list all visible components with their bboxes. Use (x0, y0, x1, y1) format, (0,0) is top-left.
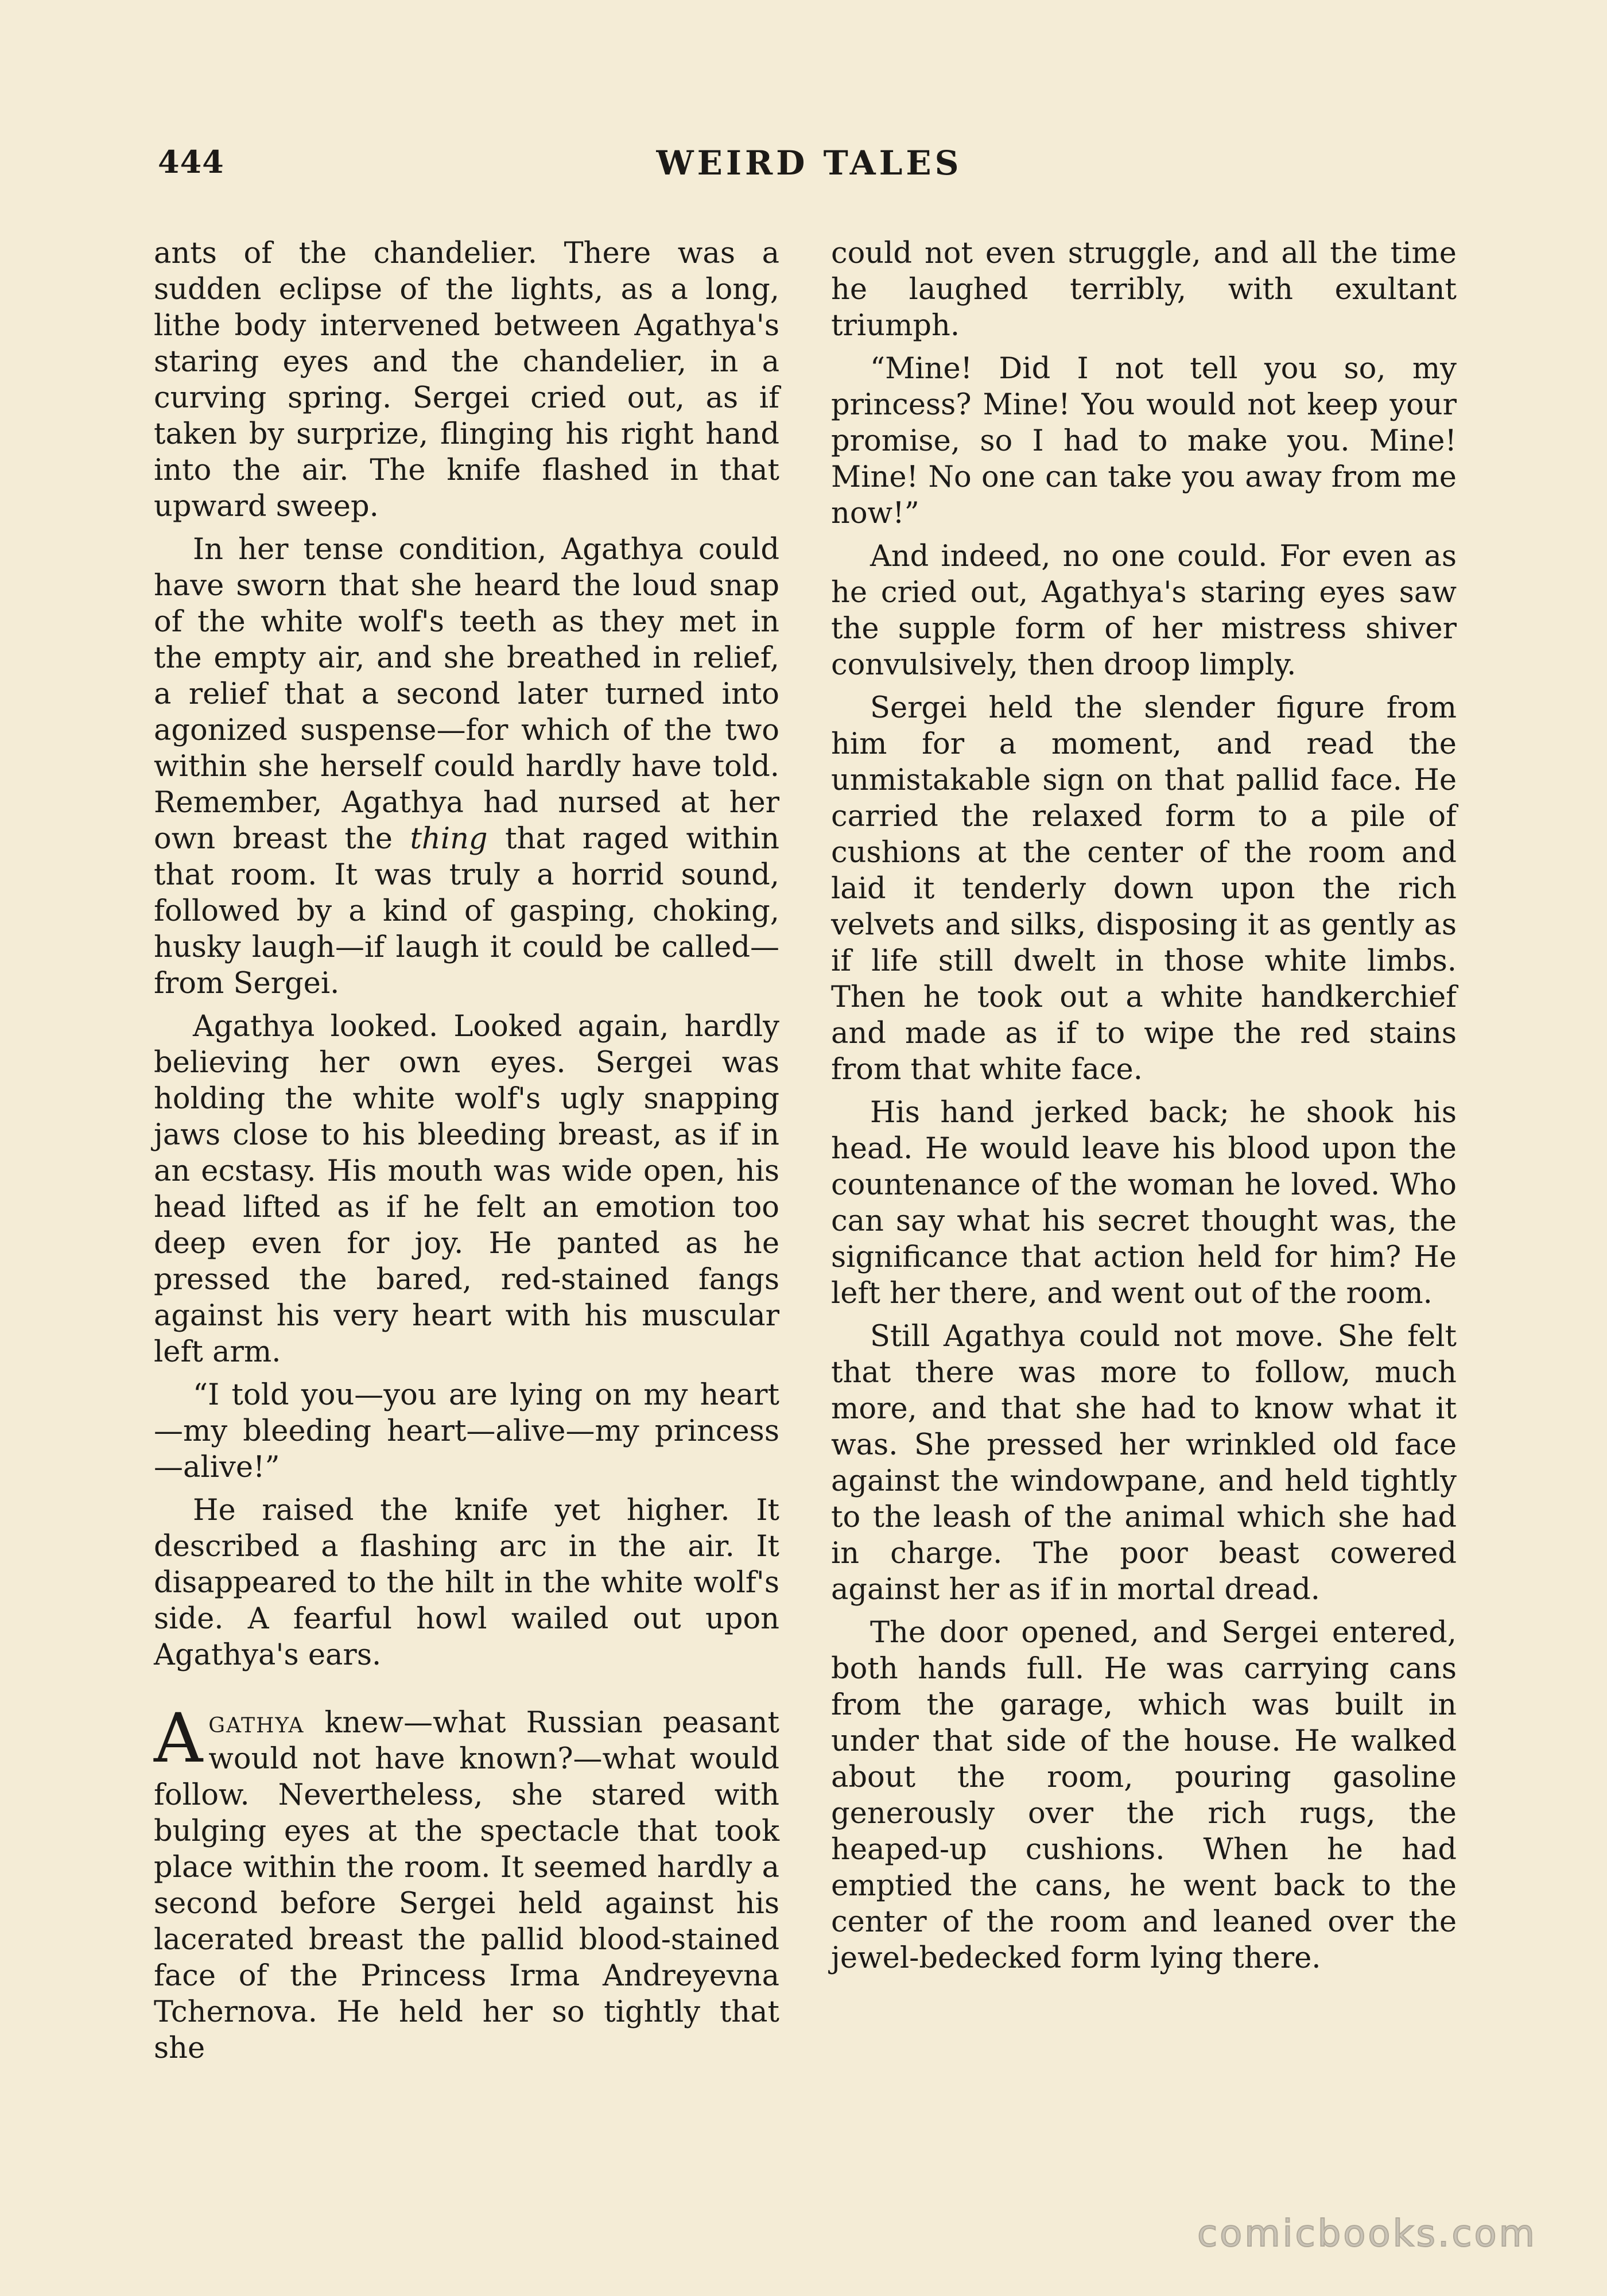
paragraph-text: that raged within that room. It was truly a horrid sound, followed by a kind of gasping, choking, husky laugh—if laugh it could be called—from Sergei. (154, 822, 779, 1000)
page-number: 444 (158, 144, 224, 180)
paragraph: ants of the chandelier. There was a sudden eclipse of the lights, as a long, lithe body intervened between Agathya's staring eyes and the chandelier, in a curving spring. Sergei cried out, as if taken by surprize, flinging his right hand into the air. The knife flashed in that upward sweep. (154, 236, 779, 523)
paragraph: Sergei held the slender figure from him for a moment, and read the unmistakable sign on that pallid face. He carried the relaxed form to a pile of cushions at the center of the room and laid it tenderly down upon the rich velvets and silks, disposing it as gently as if life still dwelt in those white limbs. Then he took out a white handkerchief and made as if to wipe the red stains from that white face. (831, 691, 1457, 1087)
smallcaps-lead: gathya (208, 1706, 305, 1740)
paragraph-text: knew—what Russian peasant would not have known?—what would follow. Nevertheless, she stared with bulging eyes at the spectacle that took place within the room. It seemed hardly a second before Sergei held against his lacerated breast the pallid blood-stained face of the Princess Irma Andreyevna Tchernova. He held her so tightly that she (154, 1706, 779, 2065)
dialogue-paragraph: “I told you—you are lying on my heart—my bleeding heart—alive—my princess—alive!” (154, 1378, 779, 1484)
paragraph: Still Agathya could not move. She felt that there was more to follow, much more, and that she had to know what it was. She pressed her wrinkled old face against the windowpane, and held tightly to the leash of the animal which she had in charge. The poor beast cowered against her as if in mortal dread. (831, 1320, 1457, 1607)
running-title: WEIRD TALES (656, 144, 962, 183)
paragraph: And indeed, no one could. For even as he cried out, Agathya's staring eyes saw the supple form of her mistress shiver convulsively, then droop limply. (831, 540, 1457, 682)
section-start-paragraph (154, 1698, 779, 2066)
paragraph-text: In her tense condition, Agathya could have sworn that she heard the loud snap of the white wolf's teeth as they met in the empty air, and she breathed in relief, a relief that a second later turned into agonized suspense—for which of the two within she herself could hardly have told. Remember, Agathya had nursed at her own breast the (154, 533, 779, 856)
emphasis-text: thing (410, 822, 488, 856)
paragraph: Agathya looked. Looked again, hardly believing her own eyes. Sergei was holding the white wolf's ugly snapping jaws close to his bleeding breast, as if in an ecstasy. His mouth was wide open, his head lifted as if he felt an emotion too deep even for joy. He panted as he pressed the bared, red-stained fangs against his very heart with his muscular left arm. (154, 1010, 779, 1369)
drop-cap: A (154, 1698, 203, 1778)
left-column (154, 235, 779, 2073)
paragraph: He raised the knife yet higher. It described a flashing arc in the air. It disappeared to the hilt in the white wolf's side. A fearful howl wailed out upon Agathya's ears. (154, 1494, 779, 1672)
paragraph: His hand jerked back; he shook his head. He would leave his blood upon the countenance of the woman he loved. Who can say what his secret thought was, the significance that action held for him? He left her there, and went out of the room. (831, 1096, 1457, 1310)
watermark: comicbooks.com (1197, 2213, 1537, 2255)
paragraph: The door opened, and Sergei entered, both hands full. He was carrying cans from the garage, which was built in under that side of the house. He walked about the room, pouring gasoline generously over the rich rugs, the heaped-up cushions. When he had emptied the cans, he went back to the center of the room and leaned over the jewel-bedecked form lying there. (831, 1616, 1457, 1975)
paragraph: could not even struggle, and all the time he laughed terribly, with exultant triumph. (831, 236, 1457, 343)
page-header (158, 144, 1461, 189)
paragraph (154, 532, 779, 1002)
dialogue-paragraph: “Mine! Did I not tell you so, my princess? Mine! You would not keep your promise, so I had to make you. Mine! Mine! No one can take you away from me now!” (831, 352, 1457, 530)
right-column (831, 235, 1457, 1983)
